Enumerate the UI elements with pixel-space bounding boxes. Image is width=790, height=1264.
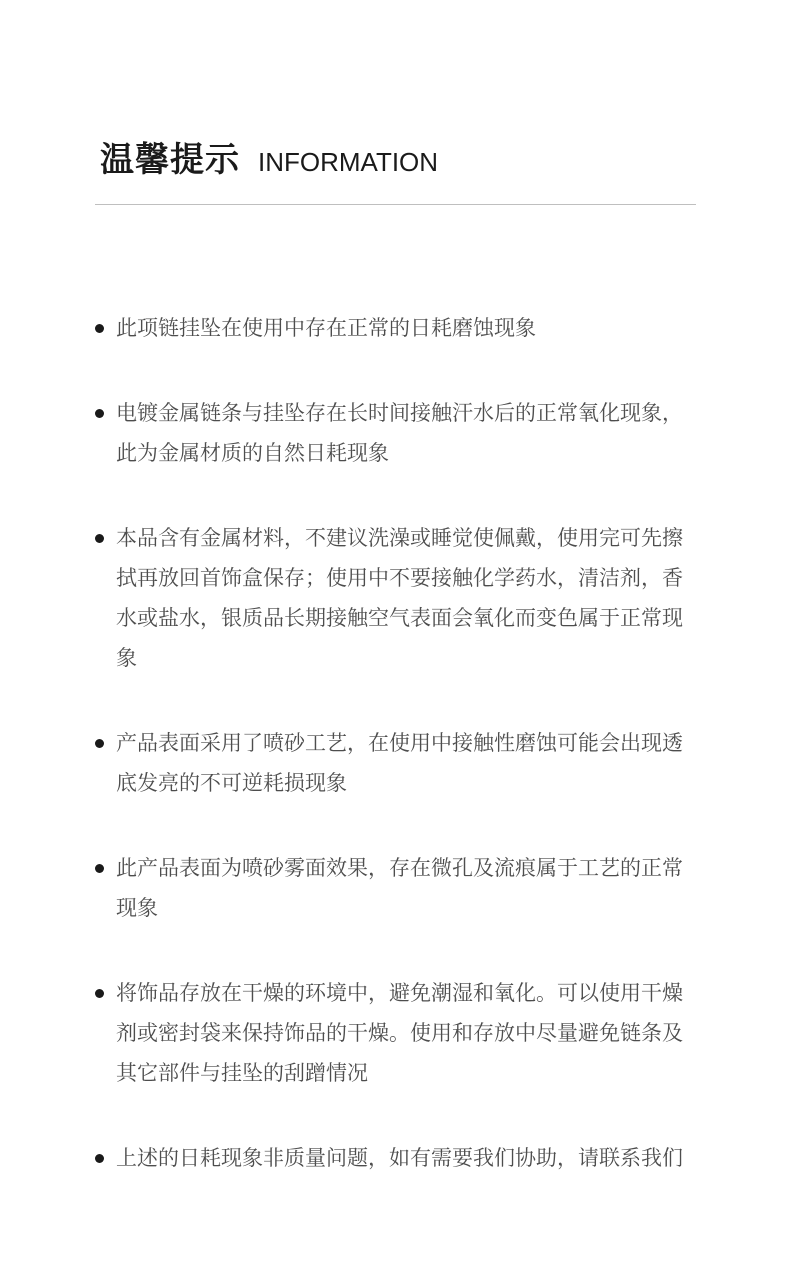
page-title-english: INFORMATION xyxy=(258,147,439,177)
bullet-dot-icon xyxy=(95,409,104,418)
notice-item-text: 产品表面采用了喷砂工艺，在使用中接触性磨蚀可能会出现透底发亮的不可逆耗损现象 xyxy=(116,731,683,795)
notice-item xyxy=(95,848,695,928)
notice-item xyxy=(95,393,695,473)
notice-item xyxy=(95,723,695,803)
notice-item-text: 将饰品存放在干燥的环境中，避免潮湿和氧化。可以使用干燥剂或密封袋来保持饰品的干燥。使用和存放中尽量避免链条及其它部件与挂坠的刮蹭情况 xyxy=(116,981,683,1085)
bullet-dot-icon xyxy=(95,324,104,333)
notice-item-text: 此产品表面为喷砂雾面效果，存在微孔及流痕属于工艺的正常现象 xyxy=(116,856,683,920)
notice-item xyxy=(95,308,695,348)
page-header xyxy=(100,132,700,180)
notice-item-text: 上述的日耗现象非质量问题，如有需要我们协助，请联系我们 xyxy=(116,1146,683,1170)
notice-item-text: 本品含有金属材料，不建议洗澡或睡觉使佩戴，使用完可先擦拭再放回首饰盒保存；使用中不要接触化学药水，清洁剂，香水或盐水，银质品长期接触空气表面会氧化而变色属于正常现象 xyxy=(116,526,683,670)
notice-item xyxy=(95,973,695,1093)
page-title-chinese: 温馨提示 xyxy=(100,140,240,180)
bullet-dot-icon xyxy=(95,1154,104,1163)
bullet-dot-icon xyxy=(95,864,104,873)
notice-list xyxy=(95,308,695,1223)
notice-item-text: 电镀金属链条与挂坠存在长时间接触汗水后的正常氧化现象，此为金属材质的自然日耗现象 xyxy=(116,401,683,465)
notice-item xyxy=(95,518,695,678)
notice-item-text: 此项链挂坠在使用中存在正常的日耗磨蚀现象 xyxy=(116,316,536,340)
bullet-dot-icon xyxy=(95,989,104,998)
notice-item xyxy=(95,1138,695,1178)
bullet-dot-icon xyxy=(95,739,104,748)
bullet-dot-icon xyxy=(95,534,104,543)
header-divider xyxy=(95,204,696,205)
